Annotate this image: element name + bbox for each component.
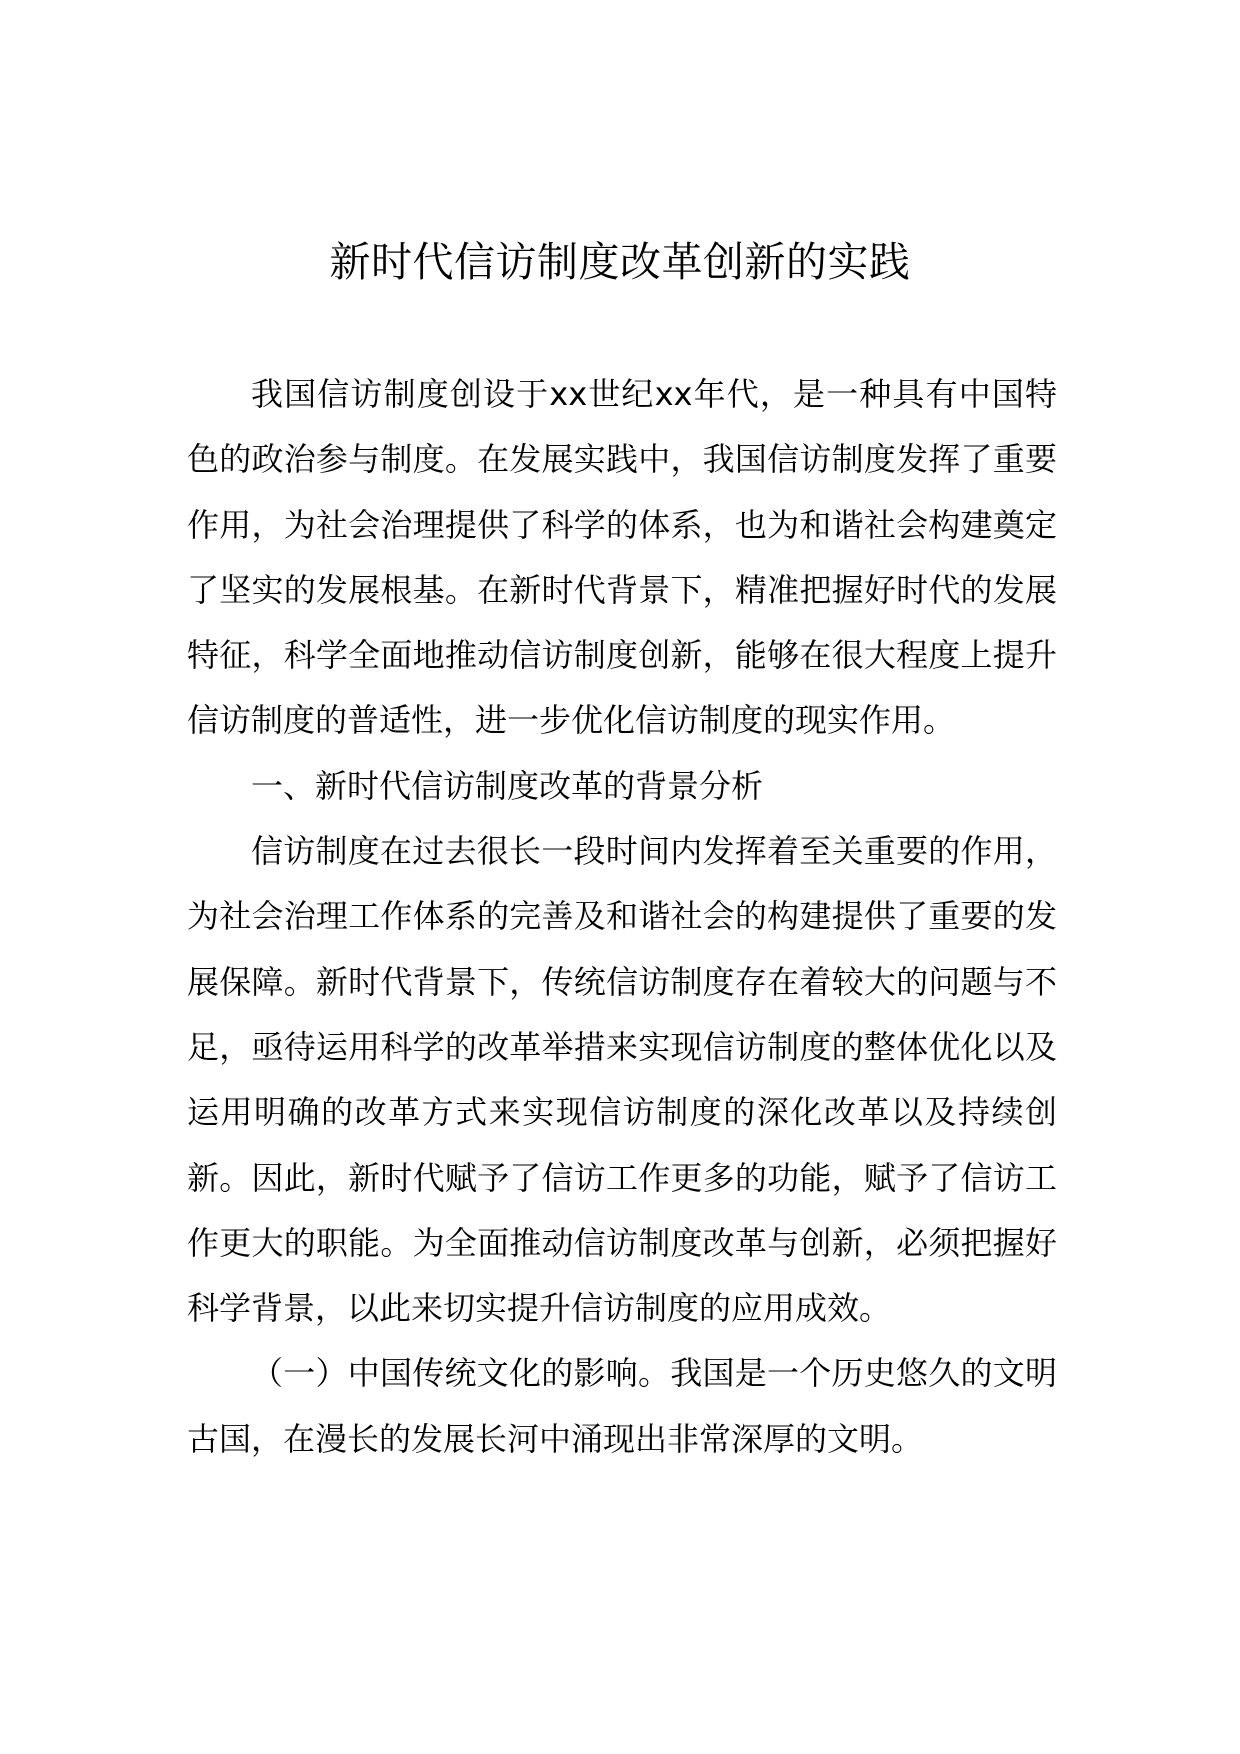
section-1-paragraph: 信访制度在过去很长一段时间内发挥着至关重要的作用，为社会治理工作体系的完善及和谐社会的构建提供了重要的发展保障。新时代背景下，传统信访制度存在着较大的问题与不足，亟待运用科学的改革举措来实现信访制度的整体优化以及运用明确的改革方式来实现信访制度的深化改革以及持续创新。因此，新时代赋予了信访工作更多的功能，赋予了信访工作更大的职能。为全面推动信访制度改革与创新，必须把握好科学背景，以此来切实提升信访制度的应用成效。 bbox=[187, 832, 1057, 1328]
intro-paragraph: 我国信访制度创设于xx世纪xx年代，是一种具有中国特色的政治参与制度。在发展实践中，我国信访制度发挥了重要作用，为社会治理提供了科学的体系，也为和谐社会构建奠定了坚实的发展根基。在新时代背景下，精准把握好时代的发展特征，科学全面地推动信访制度创新，能够在很大程度上提升信访制度的普适性，进一步优化信访制度的现实作用。 bbox=[187, 375, 1057, 740]
document-body bbox=[187, 362, 1057, 1472]
section-heading-1: 一、新时代信访制度改革的背景分析 bbox=[251, 766, 764, 805]
subsection-1-paragraph: （一）中国传统文化的影响。我国是一个历史悠久的文明古国，在漫长的发展长河中涌现出非常深厚的文明。 bbox=[187, 1354, 1057, 1458]
document-title: 新时代信访制度改革创新的实践 bbox=[329, 238, 911, 286]
